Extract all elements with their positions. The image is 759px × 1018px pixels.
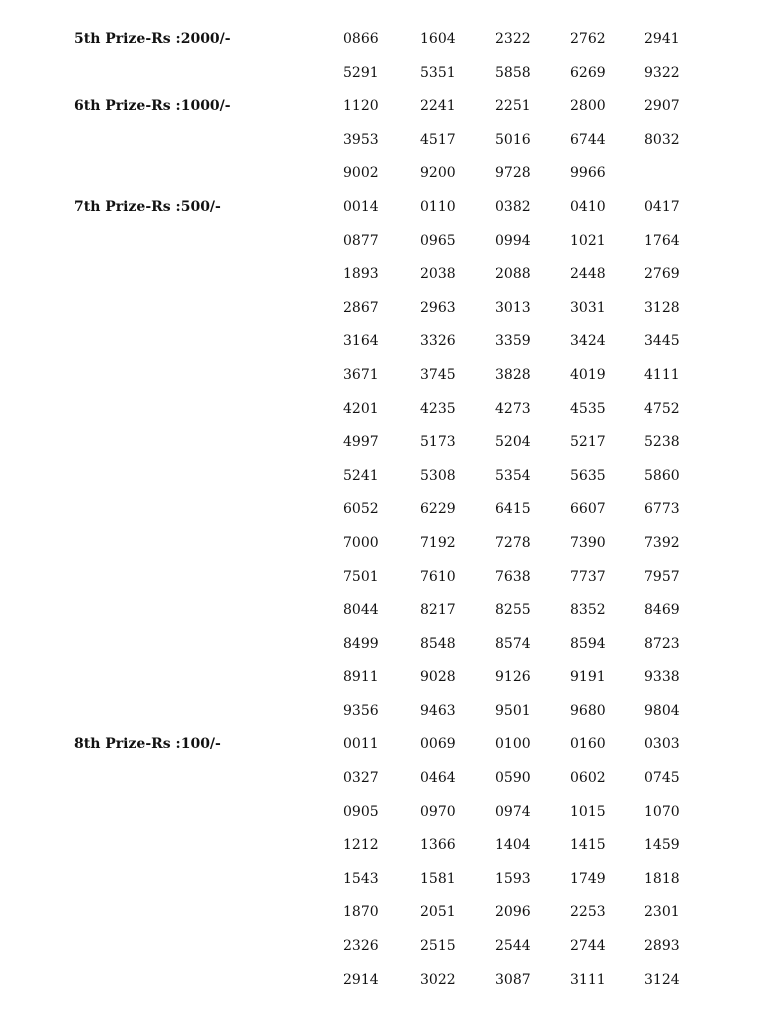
prize-row <box>0 727 759 761</box>
winning-number: 0590 <box>495 770 531 787</box>
winning-number: 3828 <box>495 366 531 383</box>
winning-number: 6773 <box>644 501 680 518</box>
prize-row <box>0 89 759 123</box>
prize-section <box>0 22 759 89</box>
winning-number: 2907 <box>644 98 680 115</box>
winning-number: 6744 <box>570 131 606 148</box>
winning-number: 9501 <box>495 702 531 719</box>
winning-number: 4535 <box>570 400 606 417</box>
winning-number: 9322 <box>644 64 680 81</box>
winning-number: 9002 <box>343 165 379 182</box>
winning-number: 0464 <box>420 770 456 787</box>
winning-number: 5173 <box>420 434 456 451</box>
winning-number: 2051 <box>420 904 456 921</box>
prize-label: 7th Prize-Rs :500/- <box>74 198 221 215</box>
winning-number: 3445 <box>644 333 680 350</box>
winning-number: 2326 <box>343 938 379 955</box>
winning-number: 1366 <box>420 837 456 854</box>
winning-number: 0866 <box>343 31 379 47</box>
winning-number: 1212 <box>343 837 379 854</box>
winning-number: 1749 <box>570 870 606 887</box>
winning-number: 7000 <box>343 534 379 551</box>
winning-number: 5308 <box>420 467 456 484</box>
winning-number: 2038 <box>420 266 456 283</box>
prize-row <box>0 660 759 694</box>
winning-number: 3111 <box>570 971 606 988</box>
winning-number: 0877 <box>343 232 379 249</box>
winning-number: 2322 <box>495 31 531 47</box>
winning-number: 8255 <box>495 602 531 619</box>
winning-number: 7192 <box>420 534 456 551</box>
winning-number: 1021 <box>570 232 606 249</box>
winning-number: 3031 <box>570 299 606 316</box>
winning-number: 5204 <box>495 434 531 451</box>
winning-number: 4019 <box>570 366 606 383</box>
winning-number: 5291 <box>343 64 379 81</box>
winning-number: 2096 <box>495 904 531 921</box>
prize-row <box>0 761 759 795</box>
winning-number: 2515 <box>420 938 456 955</box>
winning-number: 7638 <box>495 568 531 585</box>
winning-number: 8032 <box>644 131 680 148</box>
prize-row <box>0 425 759 459</box>
winning-number: 3953 <box>343 131 379 148</box>
winning-number: 0410 <box>570 198 606 215</box>
prize-row <box>0 22 759 56</box>
prize-row <box>0 459 759 493</box>
winning-number: 1593 <box>495 870 531 887</box>
winning-number: 3128 <box>644 299 680 316</box>
winning-number: 6052 <box>343 501 379 518</box>
winning-number: 0417 <box>644 198 680 215</box>
winning-number: 2914 <box>343 971 379 988</box>
winning-number: 1070 <box>644 803 680 820</box>
winning-number: 7501 <box>343 568 379 585</box>
winning-number: 1764 <box>644 232 680 249</box>
winning-number: 9728 <box>495 165 531 182</box>
winning-number: 1893 <box>343 266 379 283</box>
winning-number: 3087 <box>495 971 531 988</box>
winning-number: 0974 <box>495 803 531 820</box>
winning-number: 2744 <box>570 938 606 955</box>
winning-number: 5351 <box>420 64 456 81</box>
winning-number: 0905 <box>343 803 379 820</box>
winning-number: 4997 <box>343 434 379 451</box>
prize-row <box>0 862 759 896</box>
winning-number: 2088 <box>495 266 531 283</box>
prize-label: 6th Prize-Rs :1000/- <box>74 98 231 115</box>
winning-number: 9804 <box>644 702 680 719</box>
prize-row <box>0 963 759 997</box>
winning-number: 8548 <box>420 635 456 652</box>
winning-number: 2253 <box>570 904 606 921</box>
winning-number: 8723 <box>644 635 680 652</box>
winning-number: 3013 <box>495 299 531 316</box>
prize-section <box>0 727 759 996</box>
prize-label: 5th Prize-Rs :2000/- <box>74 31 231 47</box>
winning-number: 0994 <box>495 232 531 249</box>
winning-number: 0745 <box>644 770 680 787</box>
winning-number: 3359 <box>495 333 531 350</box>
winning-number: 5238 <box>644 434 680 451</box>
winning-number: 6415 <box>495 501 531 518</box>
winning-number: 6269 <box>570 64 606 81</box>
winning-number: 2941 <box>644 31 680 47</box>
winning-number: 5217 <box>570 434 606 451</box>
winning-number: 8044 <box>343 602 379 619</box>
winning-number: 0602 <box>570 770 606 787</box>
winning-number: 0327 <box>343 770 379 787</box>
winning-number: 0970 <box>420 803 456 820</box>
winning-number: 7278 <box>495 534 531 551</box>
winning-number: 5241 <box>343 467 379 484</box>
winning-number: 4201 <box>343 400 379 417</box>
winning-number: 9966 <box>570 165 606 182</box>
winning-number: 8352 <box>570 602 606 619</box>
winning-number: 2769 <box>644 266 680 283</box>
prize-row <box>0 694 759 728</box>
winning-number: 9463 <box>420 702 456 719</box>
winning-number: 5635 <box>570 467 606 484</box>
winning-number: 2800 <box>570 98 606 115</box>
winning-number: 1870 <box>343 904 379 921</box>
winning-number: 5858 <box>495 64 531 81</box>
winning-number: 2867 <box>343 299 379 316</box>
prize-section <box>0 89 759 190</box>
winning-number: 4111 <box>644 366 680 383</box>
prize-row <box>0 291 759 325</box>
prize-row <box>0 828 759 862</box>
prize-row <box>0 123 759 157</box>
winning-number: 8499 <box>343 635 379 652</box>
winning-number: 9338 <box>644 669 680 686</box>
winning-number: 3022 <box>420 971 456 988</box>
winning-number: 3326 <box>420 333 456 350</box>
winning-number: 0382 <box>495 198 531 215</box>
winning-number: 2893 <box>644 938 680 955</box>
winning-number: 0160 <box>570 736 606 753</box>
winning-number: 2544 <box>495 938 531 955</box>
prize-row <box>0 627 759 661</box>
prize-row <box>0 224 759 258</box>
prize-row <box>0 895 759 929</box>
winning-number: 2301 <box>644 904 680 921</box>
winning-number: 7610 <box>420 568 456 585</box>
winning-number: 0011 <box>343 736 379 753</box>
winning-number: 3671 <box>343 366 379 383</box>
winning-number: 3745 <box>420 366 456 383</box>
winning-number: 9200 <box>420 165 456 182</box>
winning-number: 0965 <box>420 232 456 249</box>
prize-row <box>0 324 759 358</box>
winning-number: 7390 <box>570 534 606 551</box>
winning-number: 2251 <box>495 98 531 115</box>
winning-number: 3424 <box>570 333 606 350</box>
winning-number: 2448 <box>570 266 606 283</box>
winning-number: 6229 <box>420 501 456 518</box>
winning-number: 1543 <box>343 870 379 887</box>
winning-number: 1818 <box>644 870 680 887</box>
lottery-results-list <box>0 22 759 996</box>
winning-number: 8911 <box>343 669 379 686</box>
prize-row <box>0 795 759 829</box>
winning-number: 7957 <box>644 568 680 585</box>
winning-number: 8469 <box>644 602 680 619</box>
winning-number: 1404 <box>495 837 531 854</box>
winning-number: 1015 <box>570 803 606 820</box>
winning-number: 4273 <box>495 400 531 417</box>
winning-number: 8574 <box>495 635 531 652</box>
prize-label: 8th Prize-Rs :100/- <box>74 736 221 753</box>
winning-number: 2762 <box>570 31 606 47</box>
prize-row <box>0 56 759 90</box>
winning-number: 9126 <box>495 669 531 686</box>
prize-row <box>0 526 759 560</box>
winning-number: 1604 <box>420 31 456 47</box>
winning-number: 6607 <box>570 501 606 518</box>
prize-row <box>0 929 759 963</box>
prize-row <box>0 156 759 190</box>
winning-number: 5860 <box>644 467 680 484</box>
prize-row <box>0 190 759 224</box>
winning-number: 0110 <box>420 198 456 215</box>
prize-row <box>0 257 759 291</box>
winning-number: 7392 <box>644 534 680 551</box>
winning-number: 5354 <box>495 467 531 484</box>
winning-number: 4235 <box>420 400 456 417</box>
winning-number: 2963 <box>420 299 456 316</box>
prize-section <box>0 190 759 728</box>
winning-number: 9680 <box>570 702 606 719</box>
winning-number: 4752 <box>644 400 680 417</box>
winning-number: 1415 <box>570 837 606 854</box>
winning-number: 0014 <box>343 198 379 215</box>
winning-number: 5016 <box>495 131 531 148</box>
prize-row <box>0 560 759 594</box>
winning-number: 9356 <box>343 702 379 719</box>
winning-number: 3164 <box>343 333 379 350</box>
prize-row <box>0 593 759 627</box>
winning-number: 0069 <box>420 736 456 753</box>
winning-number: 1581 <box>420 870 456 887</box>
winning-number: 2241 <box>420 98 456 115</box>
winning-number: 9191 <box>570 669 606 686</box>
winning-number: 8594 <box>570 635 606 652</box>
winning-number: 8217 <box>420 602 456 619</box>
winning-number: 3124 <box>644 971 680 988</box>
winning-number: 4517 <box>420 131 456 148</box>
winning-number: 1459 <box>644 837 680 854</box>
winning-number: 9028 <box>420 669 456 686</box>
prize-row <box>0 358 759 392</box>
winning-number: 1120 <box>343 98 379 115</box>
winning-number: 7737 <box>570 568 606 585</box>
winning-number: 0100 <box>495 736 531 753</box>
winning-number: 0303 <box>644 736 680 753</box>
prize-row <box>0 492 759 526</box>
prize-row <box>0 392 759 426</box>
